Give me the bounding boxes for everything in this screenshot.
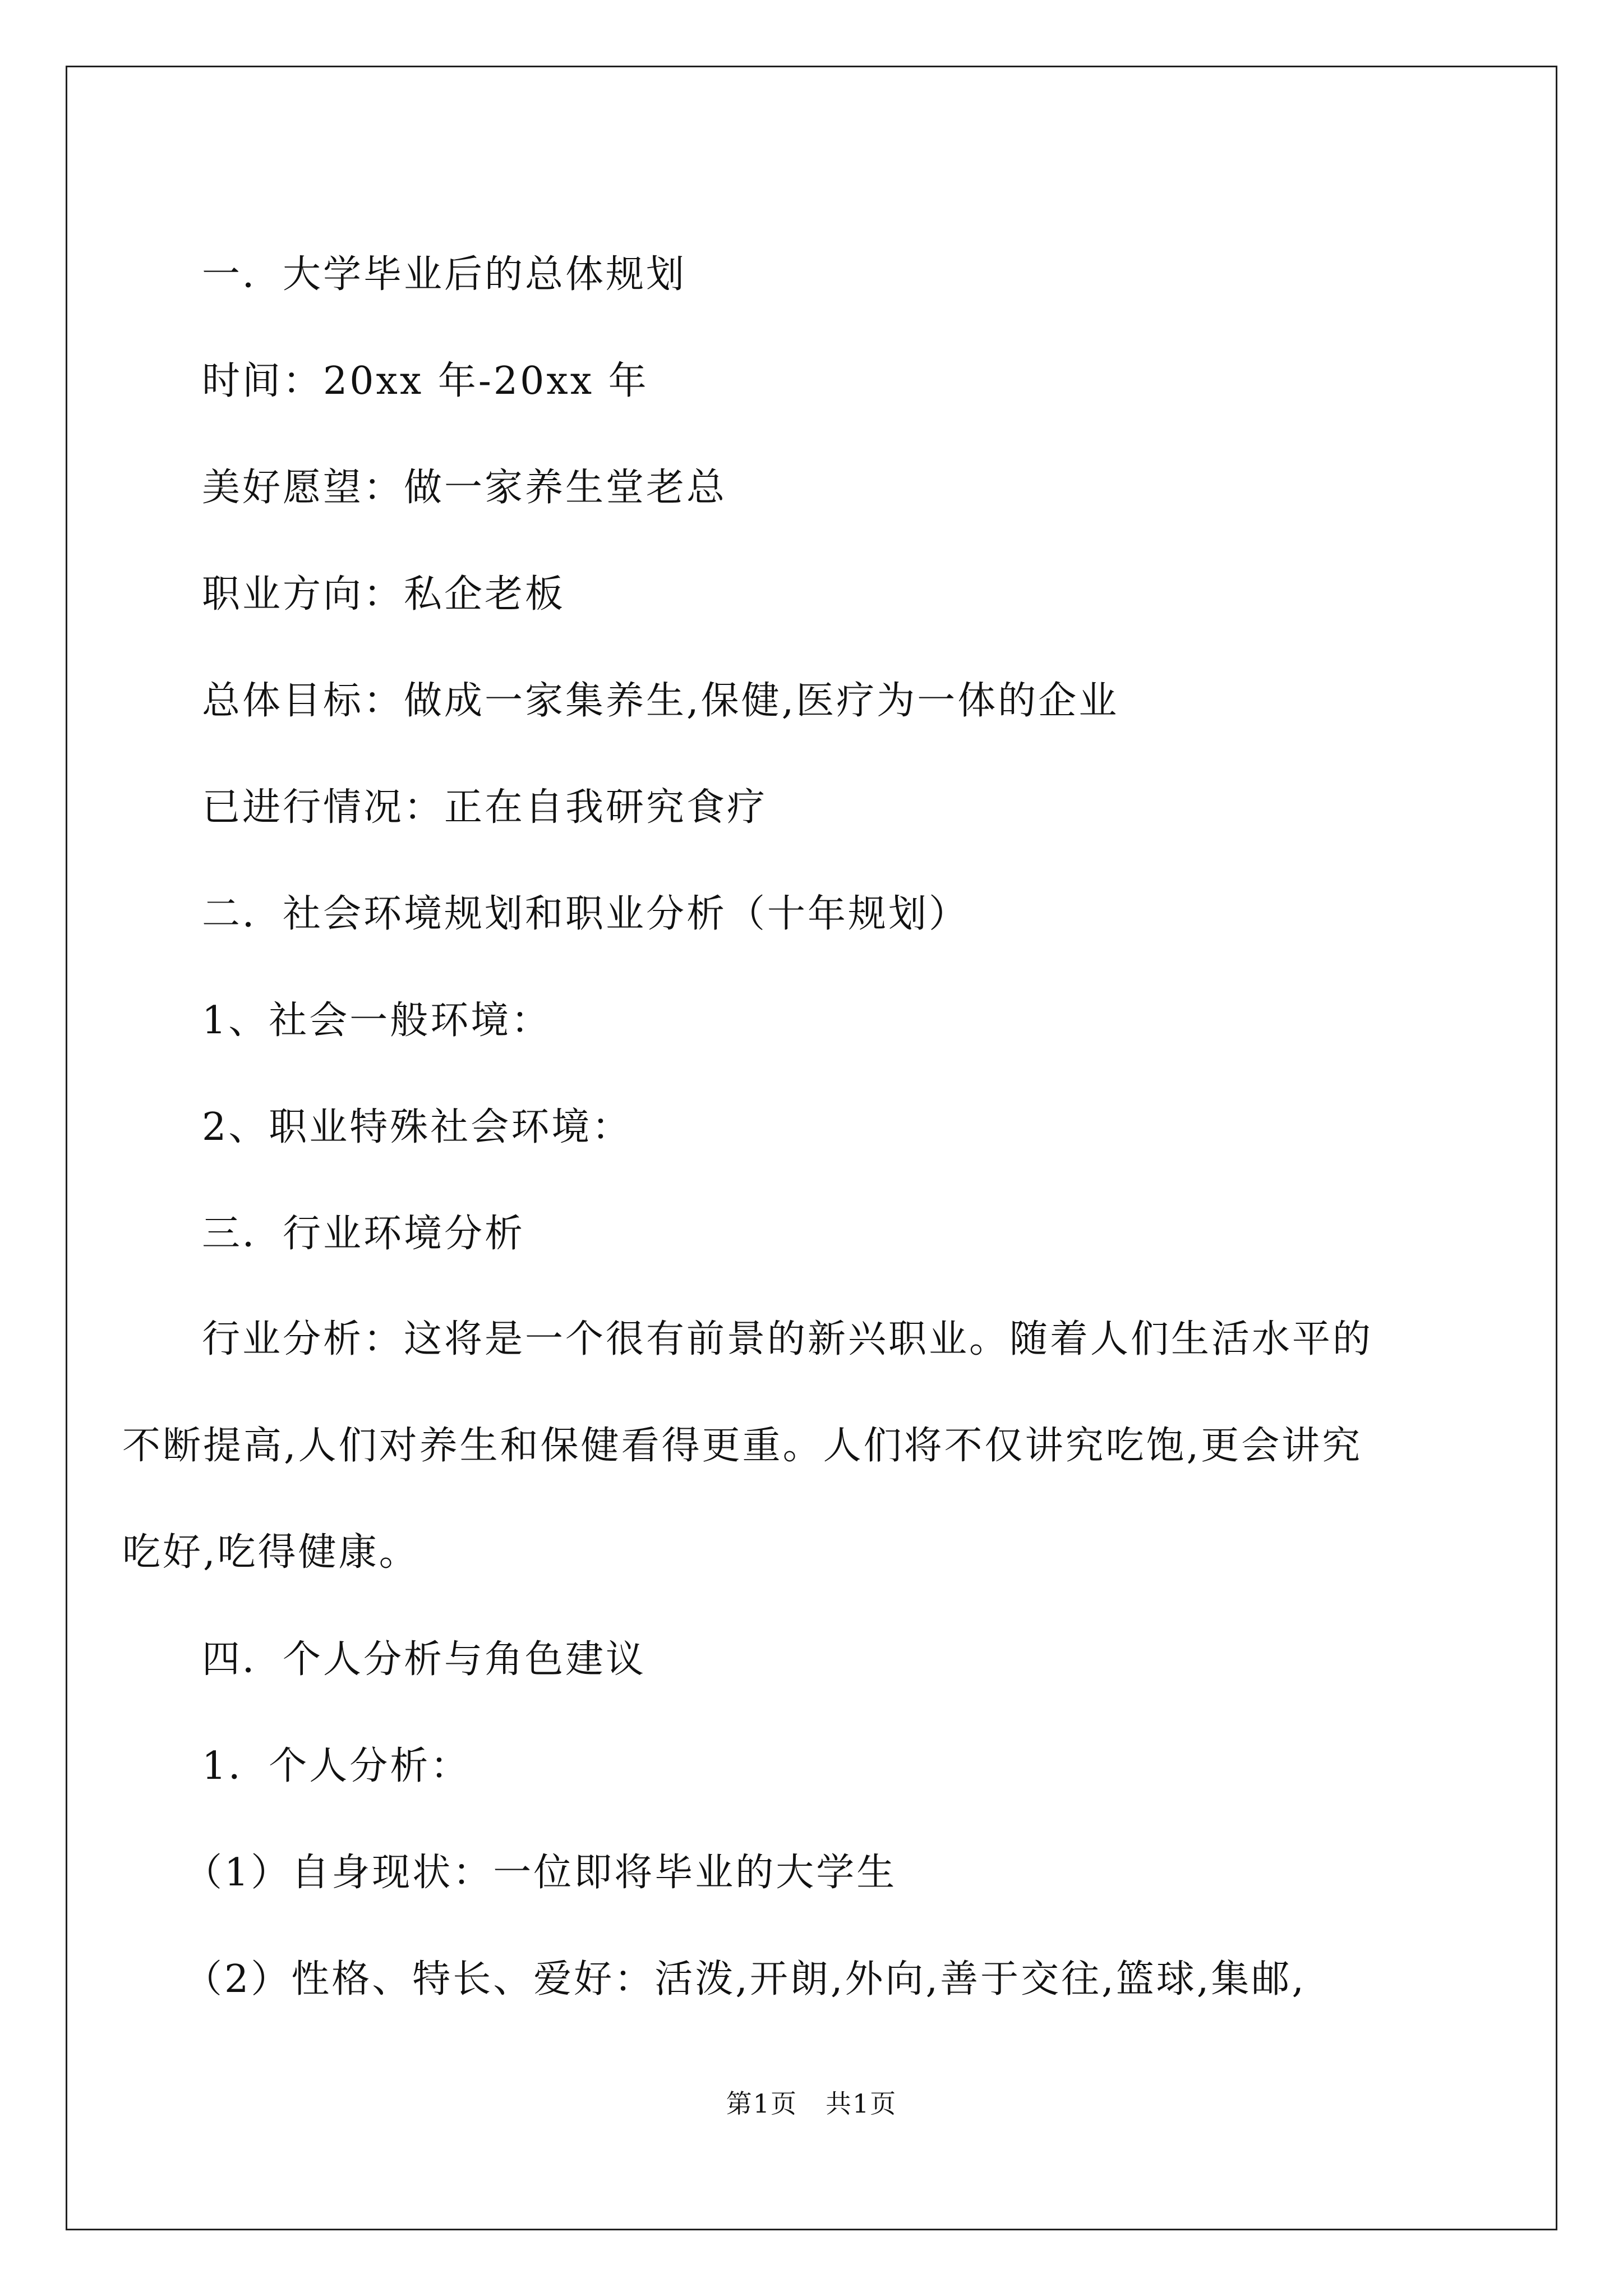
career-direction-line: 职业方向：私企老板	[202, 572, 566, 616]
general-environment-line: 1、社会一般环境：	[202, 999, 552, 1043]
progress-line: 已进行情况：正在自我研究食疗	[202, 785, 768, 830]
document-body	[202, 222, 1475, 1287]
wish-line: 美好愿望：做一家养生堂老总	[202, 466, 727, 510]
section-1-heading: 一．大学毕业后的总体规划	[202, 252, 687, 297]
personal-analysis-line: 1．个人分析：	[202, 1744, 471, 1788]
overall-goal-line: 总体目标：做成一家集养生,保健,医疗为一体的企业	[202, 679, 1119, 723]
section-2-heading: 二．社会环境规划和职业分析（十年规划）	[202, 892, 970, 936]
personality-line: （2）性格、特长、爱好：活泼,开朗,外向,善于交往,篮球,集邮,	[184, 1957, 1306, 2001]
current-status-line: （1）自身现状：一位即将毕业的大学生	[184, 1851, 897, 1895]
industry-analysis-paragraph: 行业分析：这将是一个很有前景的新兴职业。随着人们生活水平的不断提高,人们对养生和保健看得更重。人们将不仅讲究吃饱,更会讲究吃好,吃得健康。	[122, 1317, 1373, 1575]
page-footer	[0, 2087, 1623, 2120]
page-total: 共1页	[826, 2088, 897, 2119]
page-number: 第1页	[726, 2088, 797, 2119]
time-line: 时间：20xx 年-20xx 年	[202, 359, 649, 403]
special-environment-line: 2、职业特殊社会环境：	[202, 1105, 633, 1149]
section-3-heading: 三．行业环境分析	[202, 1212, 525, 1256]
section-4-heading: 四．个人分析与角色建议	[202, 1637, 647, 1682]
section-4-body	[184, 1607, 1475, 2033]
